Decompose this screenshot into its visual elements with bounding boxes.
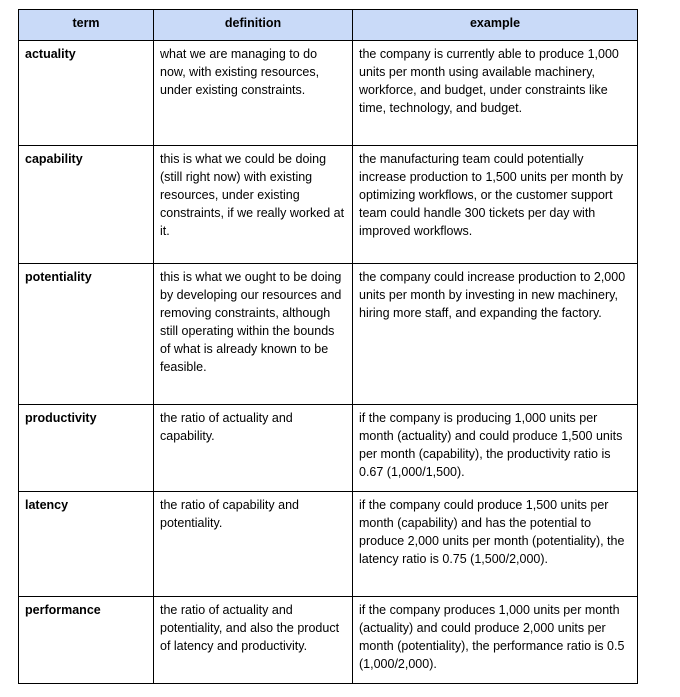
definitions-table bbox=[18, 9, 638, 684]
term-cell: potentiality bbox=[19, 264, 154, 405]
example-cell: if the company produces 1,000 units per month (actuality) and could produce 2,000 units per month (potentiality), the performance ratio is 0.5 (1,000/2,000). bbox=[353, 597, 638, 684]
table-row bbox=[19, 41, 638, 146]
term-cell: productivity bbox=[19, 405, 154, 492]
definition-cell: the ratio of capability and potentiality. bbox=[154, 492, 353, 597]
term-cell: actuality bbox=[19, 41, 154, 146]
header-definition: definition bbox=[154, 10, 353, 41]
header-example: example bbox=[353, 10, 638, 41]
term-cell: latency bbox=[19, 492, 154, 597]
table-row bbox=[19, 405, 638, 492]
header-row bbox=[19, 10, 638, 41]
example-cell: if the company is producing 1,000 units per month (actuality) and could produce 1,500 units per month (capability), the productivity ratio is 0.67 (1,000/1,500). bbox=[353, 405, 638, 492]
definition-cell: the ratio of actuality and potentiality, and also the product of latency and productivity. bbox=[154, 597, 353, 684]
term-cell: capability bbox=[19, 146, 154, 264]
definition-cell: what we are managing to do now, with existing resources, under existing constraints. bbox=[154, 41, 353, 146]
table-row bbox=[19, 264, 638, 405]
example-cell: the manufacturing team could potentially increase production to 1,500 units per month by optimizing workflows, or the customer support team could handle 300 tickets per day with improved workflows. bbox=[353, 146, 638, 264]
example-cell: the company is currently able to produce 1,000 units per month using available machinery, workforce, and budget, under constraints like time, technology, and budget. bbox=[353, 41, 638, 146]
definition-cell: the ratio of actuality and capability. bbox=[154, 405, 353, 492]
example-cell: if the company could produce 1,500 units per month (capability) and has the potential to produce 2,000 units per month (potentiality), the latency ratio is 0.75 (1,500/2,000). bbox=[353, 492, 638, 597]
header-term: term bbox=[19, 10, 154, 41]
definition-cell: this is what we ought to be doing by developing our resources and removing constraints, although still operating within the bounds of what is already known to be feasible. bbox=[154, 264, 353, 405]
table-row bbox=[19, 146, 638, 264]
definition-cell: this is what we could be doing (still right now) with existing resources, under existing constraints, if we really worked at it. bbox=[154, 146, 353, 264]
term-cell: performance bbox=[19, 597, 154, 684]
table-row bbox=[19, 492, 638, 597]
table-row bbox=[19, 597, 638, 684]
example-cell: the company could increase production to 2,000 units per month by investing in new machinery, hiring more staff, and expanding the factory. bbox=[353, 264, 638, 405]
